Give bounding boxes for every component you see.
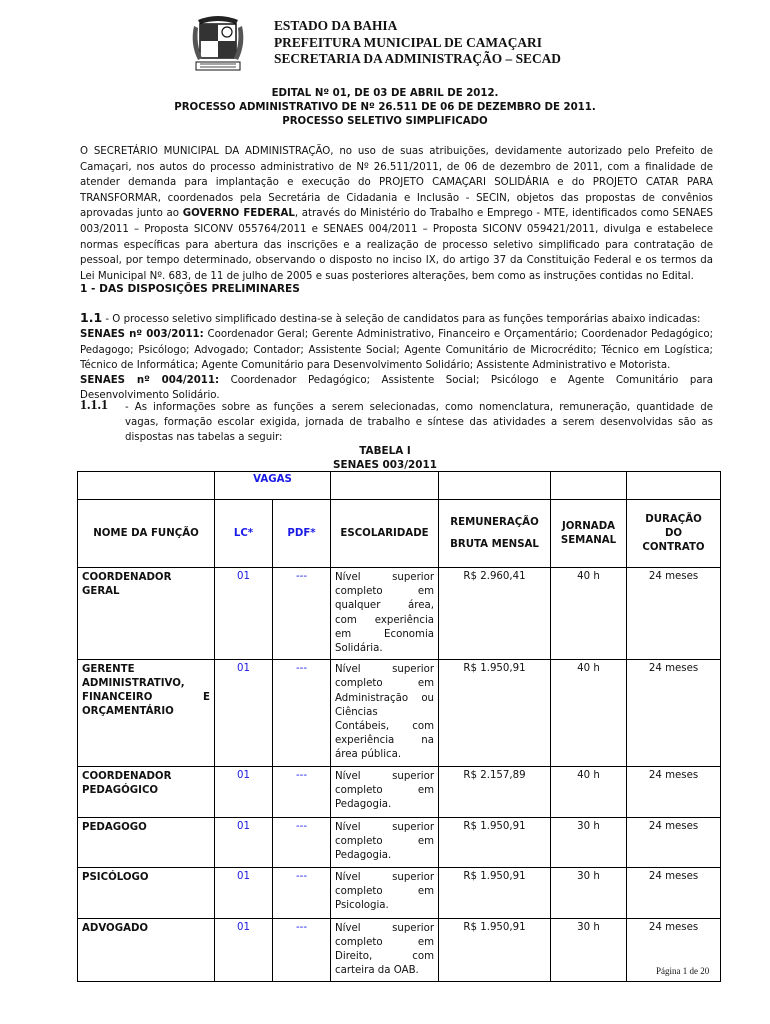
row-funcao: ADVOGADO: [78, 918, 215, 982]
col-jornada-line2: SEMANAL: [560, 534, 617, 546]
row-lc: 01: [215, 817, 273, 867]
row-pdf: ---: [273, 660, 331, 766]
paragraph-1-1: [80, 310, 713, 404]
row-escolaridade: Nível superior completo em Pedagogia.: [331, 766, 439, 817]
senaes-004-label: SENAES nº 004/2011:: [80, 375, 220, 387]
col-remuneracao-line1: REMUNERAÇÃO: [450, 516, 539, 528]
row-escolaridade: Nível superior completo em Psicologia.: [331, 867, 439, 918]
senaes-004-text: Coordenador Pedagógico; Assistente Social; Psicólogo e Agente Comunitário para Desenvolvimento Solidário.: [80, 375, 713, 402]
coat-of-arms-icon: [190, 14, 246, 76]
row-duracao: 24 meses: [627, 568, 721, 660]
row-remuneracao: R$ 2.960,41: [439, 568, 551, 660]
positions-table: [77, 471, 721, 982]
col-duracao-header: [627, 500, 721, 568]
row-lc: 01: [215, 766, 273, 817]
row-duracao: 24 meses: [627, 817, 721, 867]
page-number: Página 1 de 20: [656, 966, 710, 976]
row-funcao: PSICÓLOGO: [78, 867, 215, 918]
row-pdf: ---: [273, 867, 331, 918]
table-row: [78, 766, 721, 817]
row-pdf: ---: [273, 568, 331, 660]
edital-title: [0, 87, 770, 129]
row-duracao: 24 meses: [627, 918, 721, 982]
item-number: 1.1.1: [80, 398, 108, 413]
row-remuneracao: R$ 1.950,91: [439, 660, 551, 766]
row-escolaridade: Nível superior completo em qualquer área, com experiência em Economia Solidária.: [331, 568, 439, 660]
senaes-003-text: Coordenador Geral; Gerente Administrativo, Financeiro e Orçamentário; Coordenador Pedagógico; Pedagogo; Psicólogo; Advogado; Contador; Assistente Social; Agente Comunitário de Microcrédito; Técnico em Logística; Técnico de Informática; Agente Comunitário para Desenvolvimento Solidário; Assistente Administrativo e Motorista.: [80, 329, 713, 371]
col-pdf-header: PDF*: [273, 500, 331, 568]
state-name: ESTADO DA BAHIA: [274, 18, 398, 33]
row-remuneracao: R$ 1.950,91: [439, 918, 551, 982]
process-number: PROCESSO ADMINISTRATIVO DE Nº 26.511 DE 06 DE DEZEMBRO DE 2011.: [174, 102, 596, 113]
prefecture-name: PREFEITURA MUNICIPAL DE CAMAÇARI: [274, 34, 542, 50]
col-duracao-line3: CONTRATO: [642, 541, 705, 553]
table-title-line1: TABELA I: [359, 445, 411, 457]
vagas-header: VAGAS: [215, 472, 331, 500]
row-remuneracao: R$ 1.950,91: [439, 817, 551, 867]
row-jornada: 40 h: [551, 660, 627, 766]
section-title: 1 - DAS DISPOSIÇÕES PRELIMINARES: [80, 283, 300, 295]
row-escolaridade: Nível superior completo em Pedagogia.: [331, 817, 439, 867]
row-lc: 01: [215, 918, 273, 982]
row-funcao: COORDENADOR GERAL: [78, 568, 215, 660]
col-jornada-line1: JORNADA: [561, 520, 616, 532]
row-escolaridade: Nível superior completo em Direito, com carteira da OAB.: [331, 918, 439, 982]
row-duracao: 24 meses: [627, 660, 721, 766]
row-pdf: ---: [273, 918, 331, 982]
col-duracao-line2: DO: [664, 527, 683, 539]
table-row: [78, 568, 721, 660]
paragraph-1-1-1: [80, 400, 713, 446]
row-lc: 01: [215, 660, 273, 766]
col-jornada-header: [551, 500, 627, 568]
row-duracao: 24 meses: [627, 867, 721, 918]
table-row: [78, 817, 721, 867]
row-jornada: 30 h: [551, 918, 627, 982]
item-text: - As informações sobre as funções a serem selecionadas, como nomenclatura, remuneração, quantidade de vagas, formação escolar exigida, jornada de trabalho e síntese das atividades a serem desenvolvidas são as dispostas nas tabelas a seguir:: [125, 402, 713, 444]
intro-paragraph: [80, 144, 713, 284]
row-remuneracao: R$ 1.950,91: [439, 867, 551, 918]
row-funcao: PEDAGOGO: [78, 817, 215, 867]
row-remuneracao: R$ 2.157,89: [439, 766, 551, 817]
row-lc: 01: [215, 568, 273, 660]
row-funcao: GERENTE ADMINISTRATIVO, FINANCEIRO E ORÇAMENTÁRIO: [78, 660, 215, 766]
table-row: [78, 867, 721, 918]
item-text: - O processo seletivo simplificado destina-se à seleção de candidatos para as funções temporárias abaixo indicadas:: [102, 314, 701, 325]
col-lc-header: LC*: [215, 500, 273, 568]
col-remuneracao-header: [439, 500, 551, 568]
col-nome-header: NOME DA FUNÇÃO: [78, 500, 215, 568]
row-jornada: 40 h: [551, 766, 627, 817]
table-title: [0, 444, 770, 472]
intro-bold: GOVERNO FEDERAL: [182, 208, 295, 220]
edital-number: EDITAL Nº 01, DE 03 DE ABRIL DE 2012.: [271, 88, 499, 99]
intro-text-2: , através do Ministério do Trabalho e Emprego - MTE, identificados como SENAES 003/2011 – Proposta SICONV 055764/2011 e SENAES 004/2011 – Proposta SICONV 059421/2011, divulga e estabelece normas específicas para abertura das inscrições e a realização de processo seletivo simplificado para contratação de pessoal, por tempo determinado, observando o disposto no inciso IX, do artigo 37 da Constituição Federal e os termos da Lei Municipal Nº. 683, de 11 de julho de 2005 e suas posteriores alterações, bem como as instruções contidas no Edital.: [80, 208, 713, 282]
row-jornada: 30 h: [551, 817, 627, 867]
intro-text-1: O SECRETÁRIO MUNICIPAL DA ADMINISTRAÇÃO, no uso de suas atribuições, devidamente autorizado pelo Prefeito de Camaçari, nos autos do processo administrativo de Nº 26.511/2011, de 06 de dezembro de 2011, com a finalidade de atender demanda para implantação e execução do PROJETO CAMAÇARI SOLIDÁRIA e do PROJETO CATAR PARA TRANSFORMAR, coordenados pela Secretária de Cidadania e Inclusão - SECIN, objetos das propostas de convênios aprovadas junto ao: [80, 146, 713, 220]
letterhead: [190, 14, 750, 82]
col-remuneracao-line2: BRUTA MENSAL: [450, 538, 539, 550]
row-funcao: COORDENADOR PEDAGÓGICO: [78, 766, 215, 817]
col-escolaridade-header: ESCOLARIDADE: [331, 500, 439, 568]
row-jornada: 40 h: [551, 568, 627, 660]
col-duracao-line1: DURAÇÃO: [645, 513, 702, 525]
table-title-line2: SENAES 003/2011: [333, 459, 437, 471]
row-pdf: ---: [273, 817, 331, 867]
item-number: 1.1: [80, 310, 103, 325]
row-pdf: ---: [273, 766, 331, 817]
secretariat-name: SECRETARIA DA ADMINISTRAÇÃO – SECAD: [274, 51, 561, 66]
row-duracao: 24 meses: [627, 766, 721, 817]
process-type: PROCESSO SELETIVO SIMPLIFICADO: [282, 116, 488, 127]
row-lc: 01: [215, 867, 273, 918]
row-jornada: 30 h: [551, 867, 627, 918]
row-escolaridade: Nível superior completo em Administração ou Ciências Contábeis, com experiência na área pública.: [331, 660, 439, 766]
table-row: [78, 918, 721, 982]
table-row: [78, 660, 721, 766]
senaes-003-label: SENAES nº 003/2011:: [80, 329, 204, 341]
